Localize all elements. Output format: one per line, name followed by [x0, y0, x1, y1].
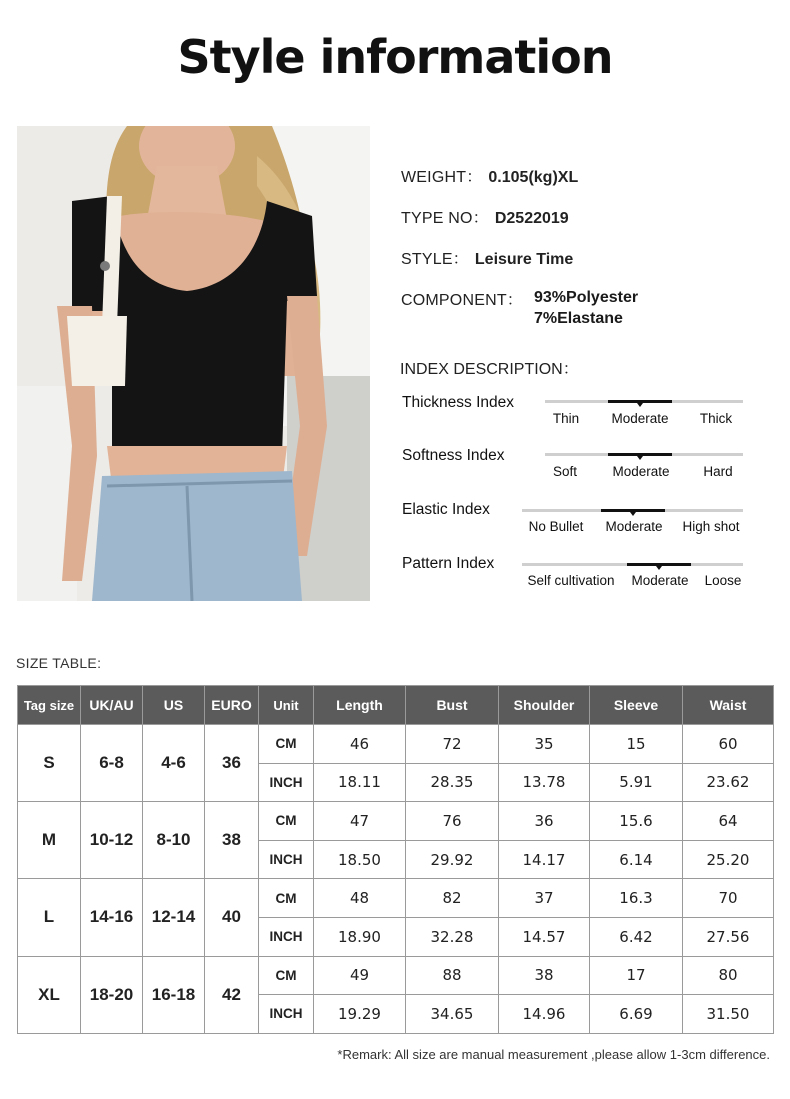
bust-cell: 72	[406, 725, 499, 764]
length-cell: 49	[314, 956, 406, 995]
tag-size-cell: M	[18, 802, 81, 879]
elastic-index-pin	[630, 512, 636, 516]
thickness-option-thick: Thick	[699, 411, 733, 426]
sleeve-cell: 17	[590, 956, 683, 995]
pattern-option-self-cultivation: Self cultivation	[527, 573, 615, 588]
shoulder-cell: 14.57	[499, 917, 590, 956]
shoulder-cell: 38	[499, 956, 590, 995]
length-cell: 18.11	[314, 763, 406, 802]
uk-au-cell: 6-8	[81, 725, 143, 802]
sleeve-cell: 6.42	[590, 917, 683, 956]
component-label: COMPONENT：	[401, 292, 523, 309]
waist-cell: 31.50	[683, 995, 774, 1034]
header-bust: Bust	[406, 686, 499, 725]
tag-size-cell: XL	[18, 956, 81, 1033]
page-title: Style information	[177, 30, 613, 84]
size-table	[17, 685, 774, 1034]
header-euro: EURO	[205, 686, 259, 725]
unit-cell: INCH	[259, 917, 314, 956]
bust-cell: 29.92	[406, 840, 499, 879]
euro-cell: 40	[205, 879, 259, 956]
header-sleeve: Sleeve	[590, 686, 683, 725]
header-uk-au: UK/AU	[81, 686, 143, 725]
waist-cell: 70	[683, 879, 774, 918]
header-length: Length	[314, 686, 406, 725]
weight-row	[401, 164, 578, 187]
waist-cell: 25.20	[683, 840, 774, 879]
component-values	[534, 287, 638, 329]
length-cell: 46	[314, 725, 406, 764]
shoulder-cell: 37	[499, 879, 590, 918]
waist-cell: 23.62	[683, 763, 774, 802]
size-table-header-row	[18, 686, 774, 725]
weight-label: WEIGHT：	[401, 169, 483, 186]
style-label: STYLE：	[401, 251, 469, 268]
unit-cell: CM	[259, 956, 314, 995]
style-value: Leisure Time	[474, 251, 574, 268]
shoulder-cell: 14.17	[499, 840, 590, 879]
euro-cell: 36	[205, 725, 259, 802]
waist-cell: 80	[683, 956, 774, 995]
unit-cell: CM	[259, 802, 314, 841]
unit-cell: INCH	[259, 763, 314, 802]
style-row	[401, 246, 573, 269]
uk-au-cell: 14-16	[81, 879, 143, 956]
length-cell: 47	[314, 802, 406, 841]
pattern-option-loose: Loose	[704, 573, 742, 588]
softness-option-hard: Hard	[703, 464, 733, 479]
elastic-option-high-shot: High shot	[682, 519, 740, 534]
sleeve-cell: 6.69	[590, 995, 683, 1034]
euro-cell: 38	[205, 802, 259, 879]
component-value-1: 93%Polyester	[534, 289, 639, 306]
softness-option-soft: Soft	[552, 464, 578, 479]
shoulder-cell: 14.96	[499, 995, 590, 1034]
thickness-option-moderate: Moderate	[611, 411, 669, 426]
shoulder-cell: 13.78	[499, 763, 590, 802]
sleeve-cell: 15.6	[590, 802, 683, 841]
softness-index-pin	[637, 456, 643, 460]
shoulder-cell: 35	[499, 725, 590, 764]
type-row	[401, 205, 569, 228]
waist-cell: 60	[683, 725, 774, 764]
thickness-option-thin: Thin	[552, 411, 580, 426]
size-table-heading: SIZE TABLE:	[16, 655, 102, 671]
softness-option-moderate: Moderate	[612, 464, 670, 479]
euro-cell: 42	[205, 956, 259, 1033]
waist-cell: 27.56	[683, 917, 774, 956]
header-shoulder: Shoulder	[499, 686, 590, 725]
uk-au-cell: 10-12	[81, 802, 143, 879]
weight-value: 0.105(kg)XL	[488, 169, 579, 186]
thickness-index-label: Thickness Index	[402, 394, 514, 411]
table-row	[18, 956, 774, 995]
pattern-option-moderate: Moderate	[631, 573, 689, 588]
index-heading: INDEX DESCRIPTION：	[400, 361, 579, 378]
bust-cell: 82	[406, 879, 499, 918]
header-waist: Waist	[683, 686, 774, 725]
waist-cell: 64	[683, 802, 774, 841]
tag-size-cell: S	[18, 725, 81, 802]
sleeve-cell: 6.14	[590, 840, 683, 879]
unit-cell: CM	[259, 725, 314, 764]
unit-cell: CM	[259, 879, 314, 918]
softness-index-label: Softness Index	[402, 447, 505, 464]
header-tag-size: Tag size	[18, 686, 81, 725]
length-cell: 19.29	[314, 995, 406, 1034]
header-unit: Unit	[259, 686, 314, 725]
header-us: US	[143, 686, 205, 725]
length-cell: 18.50	[314, 840, 406, 879]
bust-cell: 28.35	[406, 763, 499, 802]
elastic-option-no-bullet: No Bullet	[528, 519, 584, 534]
remark-note: *Remark: All size are manual measurement ,please allow 1-3cm difference.	[337, 1047, 770, 1062]
elastic-option-moderate: Moderate	[605, 519, 663, 534]
us-cell: 4-6	[143, 725, 205, 802]
unit-cell: INCH	[259, 840, 314, 879]
tag-size-cell: L	[18, 879, 81, 956]
us-cell: 16-18	[143, 956, 205, 1033]
bust-cell: 34.65	[406, 995, 499, 1034]
unit-cell: INCH	[259, 995, 314, 1034]
type-value: D2522019	[494, 210, 569, 227]
length-cell: 48	[314, 879, 406, 918]
us-cell: 12-14	[143, 879, 205, 956]
bust-cell: 76	[406, 802, 499, 841]
bust-cell: 88	[406, 956, 499, 995]
type-label: TYPE NO：	[401, 210, 489, 227]
sleeve-cell: 15	[590, 725, 683, 764]
pattern-index-label: Pattern Index	[402, 555, 495, 572]
elastic-index-label: Elastic Index	[402, 501, 490, 518]
sleeve-cell: 16.3	[590, 879, 683, 918]
component-value-2: 7%Elastane	[534, 310, 623, 327]
pattern-index-pin	[656, 566, 662, 570]
shoulder-cell: 36	[499, 802, 590, 841]
table-row	[18, 879, 774, 918]
us-cell: 8-10	[143, 802, 205, 879]
thickness-index-pin	[637, 403, 643, 407]
table-row	[18, 725, 774, 764]
sleeve-cell: 5.91	[590, 763, 683, 802]
length-cell: 18.90	[314, 917, 406, 956]
component-row	[401, 287, 523, 310]
table-row	[18, 802, 774, 841]
bust-cell: 32.28	[406, 917, 499, 956]
product-photo	[17, 126, 370, 601]
uk-au-cell: 18-20	[81, 956, 143, 1033]
